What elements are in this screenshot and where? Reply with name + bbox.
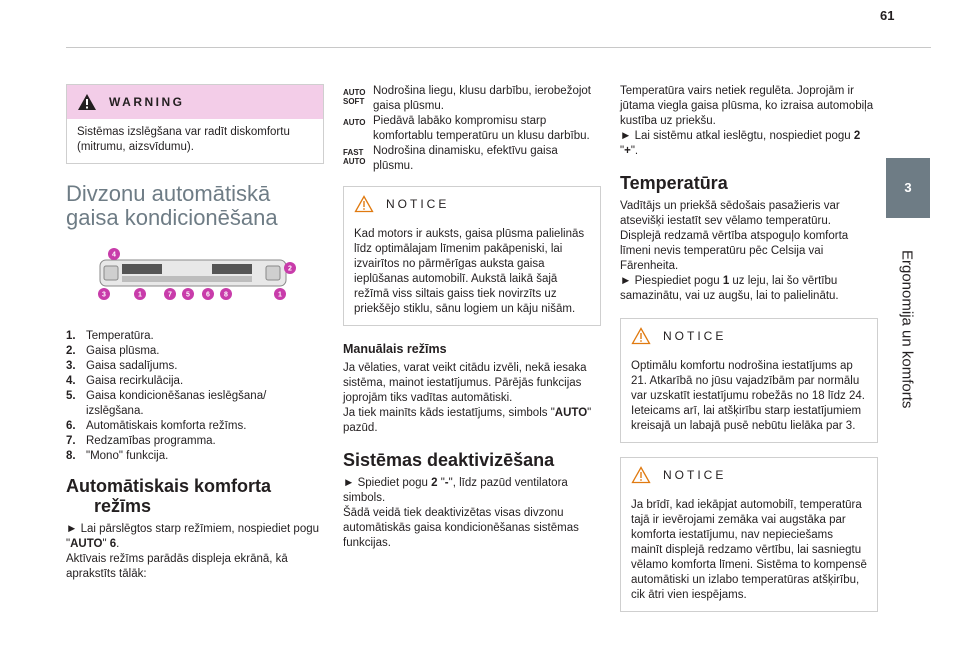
mode-description: Piedāvā labāko kompromisu starp komfortablu temperatūru un klusu darbību. bbox=[373, 115, 590, 142]
regulation-stopped-text: Temperatūra vairs netiek regulēta. Joprojām ir jūtama viegla gaisa plūsma, ko izraisa automobiļa kustība uz priekšu. bbox=[620, 85, 874, 127]
column-2 bbox=[343, 84, 601, 551]
section-title-dual-zone: Divzonu automātiskā gaisa kondicionēšana bbox=[66, 181, 278, 230]
notice-title: NOTICE bbox=[386, 196, 450, 211]
callout-1-left: 1 bbox=[138, 291, 142, 299]
callout-2: 2 bbox=[288, 265, 292, 273]
column-3 bbox=[620, 84, 878, 626]
auto-icon: AUTO bbox=[343, 118, 366, 127]
controls-list bbox=[66, 329, 324, 464]
notice-title: NOTICE bbox=[663, 328, 727, 343]
notice-box-cold-engine bbox=[343, 186, 601, 326]
temperature-instruction: ► Piespiediet pogu 1 uz leju, lai šo vērtību samazinātu, vai uz augšu, lai to palielinātu. bbox=[620, 275, 839, 302]
notice-box-compensation bbox=[620, 457, 878, 612]
mode-row bbox=[343, 144, 601, 174]
auto-mode-instruction: ► Lai pārslēgtos starp režīmiem, nospiediet pogu "AUTO" 6. bbox=[66, 523, 320, 550]
list-item: 7. Redzamības programma. bbox=[66, 435, 216, 447]
climate-panel-illustration bbox=[82, 246, 302, 306]
warning-box bbox=[66, 84, 324, 164]
mode-description: Nodrošina dinamisku, efektīvu gaisa plūsmu. bbox=[373, 145, 558, 172]
fast-auto-icon: FAST AUTO bbox=[343, 148, 366, 166]
notice-text: Ja brīdī, kad iekāpjat automobilī, temperatūra tajā ir ievērojami zemāka vai augstāka par komforta iestatījumu, nav nepieciešams mainīt displejā redzamo vērtību, lai sasniegtu vēlamo komforta līmeni. Sistēma to kompensē automātiski un izlabo temperatūras atšķirību, cik ātri vien iespējams. bbox=[631, 499, 867, 601]
callout-4: 4 bbox=[112, 251, 116, 259]
page-number: 61 bbox=[880, 8, 895, 23]
notice-title: NOTICE bbox=[663, 467, 727, 482]
reactivate-instruction: ► Lai sistēmu atkal ieslēgtu, nospiediet pogu 2 "+". bbox=[620, 130, 861, 157]
mode-row bbox=[343, 114, 601, 144]
deactivate-instruction: ► Spiediet pogu 2 "-", līdz pazūd ventilatora simbols. bbox=[343, 477, 568, 504]
section-title-auto-comfort: Automātiskais komforta režīms bbox=[66, 476, 272, 516]
chapter-title: Ergonomija un komforts bbox=[898, 250, 916, 409]
auto-mode-description: Aktīvais režīms parādās displeja ekrānā, kā aprakstīts tālāk: bbox=[66, 553, 288, 580]
header-rule bbox=[66, 47, 931, 48]
warning-text: Sistēmas izslēgšana var radīt diskomfortu (mitrumu, aizsvīdumu). bbox=[77, 126, 290, 153]
list-item: 6. Automātiskais komforta režīms. bbox=[66, 420, 247, 432]
callout-3: 3 bbox=[102, 291, 106, 299]
temperature-text-2: Displejā redzamā vērtība atspoguļo komforta līmeni nevis temperatūru pēc Celsija vai Fārenheita. bbox=[620, 230, 849, 272]
warning-triangle-icon bbox=[77, 93, 97, 111]
callout-5: 5 bbox=[186, 291, 190, 299]
list-item: 2. Gaisa plūsma. bbox=[66, 345, 160, 357]
notice-box-optimal-comfort bbox=[620, 318, 878, 443]
warning-title: WARNING bbox=[109, 94, 185, 109]
list-item: 8. "Mono" funkcija. bbox=[66, 450, 169, 462]
mode-description: Nodrošina liegu, klusu darbību, ierobežojot gaisa plūsmu. bbox=[373, 85, 591, 112]
notice-text: Optimālu komfortu nodrošina iestatījums ap 21. Atkarībā no jūsu vajadzībām par normālu var uzskatīt iestatījumu robežās no 18 līdz 24. Ieteicams arī, lai atšķirību starp iestatījumiem kreisajā un labajā pusē nebūtu lielāka par 3. bbox=[631, 360, 865, 432]
list-item: 5. Gaisa kondicionēšanas ieslēgšana/ izslēgšana. bbox=[66, 390, 267, 417]
temperature-text-1: Vadītājs un priekšā sēdošais pasažieris var atsevišķi iestatīt sev vēlamo temperatūru. bbox=[620, 200, 840, 227]
callout-7: 7 bbox=[168, 291, 172, 299]
section-title-temperature: Temperatūra bbox=[620, 173, 728, 193]
list-item: 3. Gaisa sadalījums. bbox=[66, 360, 178, 372]
notice-triangle-icon bbox=[631, 327, 651, 345]
column-1 bbox=[66, 84, 324, 582]
mode-row bbox=[343, 84, 601, 114]
callout-6: 6 bbox=[206, 291, 210, 299]
section-title-deactivate: Sistēmas deaktivizēšana bbox=[343, 450, 555, 470]
list-item: 1. Temperatūra. bbox=[66, 330, 154, 342]
section-title-manual: Manuālais režīms bbox=[343, 342, 447, 356]
list-item: 4. Gaisa recirkulācija. bbox=[66, 375, 184, 387]
auto-soft-icon: AUTO SOFT bbox=[343, 88, 366, 106]
notice-triangle-icon bbox=[631, 466, 651, 484]
callout-8: 8 bbox=[224, 291, 228, 299]
auto-modes-list bbox=[343, 84, 601, 174]
manual-text-1: Ja vēlaties, varat veikt citādu izvēli, nekā iesaka sistēma, mainot iestatījumus. Pārējās funkcijas joprojām tiks vadītas automātiski. bbox=[343, 362, 587, 404]
callout-1-right: 1 bbox=[278, 291, 282, 299]
notice-triangle-icon bbox=[354, 195, 374, 213]
chapter-tab: 3 bbox=[886, 158, 930, 218]
manual-text-2: Ja tiek mainīts kāds iestatījums, simbols "AUTO" pazūd. bbox=[343, 407, 592, 434]
deactivate-description: Šādā veidā tiek deaktivizētas visas divzonu automātiskās gaisa kondicionēšanas sistēmas funkcijas. bbox=[343, 507, 579, 549]
notice-text: Kad motors ir auksts, gaisa plūsma palielinās līdz optimālajam līmenim pakāpeniski, lai izvairītos no pārmērīgas auksta gaisa ieplūšanas automobilī. Aukstā laikā šajā režīmā viss siltais gaiss tiek novirzīts uz priekšējo stiklu, sānu logiem un kāju nišām. bbox=[354, 228, 585, 315]
